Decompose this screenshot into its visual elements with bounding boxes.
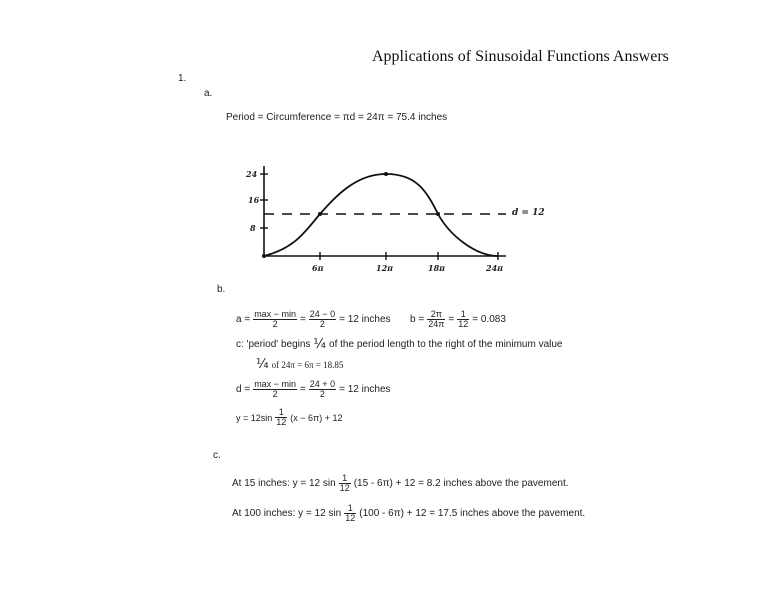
line1-prefix: At 15 inches: y = 12 sin (232, 478, 336, 490)
a-result: = 12 inches (339, 314, 391, 326)
y-frac-den: 12 (276, 417, 287, 428)
point-6pi (318, 212, 322, 216)
x-label-6pi: 6π (312, 263, 324, 273)
a-equals: = (299, 314, 306, 326)
a-fraction-2 (309, 310, 336, 330)
b-result: = 0.083 (472, 314, 506, 326)
phase-shift-line (236, 337, 563, 352)
amplitude-line (236, 310, 391, 330)
b-fraction-1 (427, 310, 445, 330)
period-text: Period = Circumference = πd = 24π = 75.4 inches (226, 112, 448, 123)
y-label-8: 8 (250, 223, 256, 233)
sinusoid-graph (236, 160, 566, 280)
x-label-18pi: 18π (428, 263, 445, 273)
y-label-24: 24 (246, 169, 258, 179)
b-frac1-den: 24π (428, 319, 445, 330)
d-fraction-2 (309, 380, 336, 400)
c-line-text: c: 'period' begins (236, 339, 311, 350)
line1-frac-den: 12 (339, 483, 350, 494)
x-label-24pi: 24π (486, 263, 503, 273)
a-prefix: a = (236, 314, 251, 326)
line2-rest: (100 - 6π) + 12 = 17.5 inches above the pavement. (359, 508, 586, 520)
b-frac1-num: 2π (427, 310, 445, 320)
d-result: = 12 inches (339, 384, 391, 396)
line1-rest: (15 - 6π) + 12 = 8.2 inches above the pavement. (353, 478, 569, 490)
a-frac1-den: 2 (272, 319, 278, 330)
part-c-label: c. (213, 450, 221, 461)
part-b-label: b. (217, 284, 226, 295)
a-fraction-1 (253, 310, 297, 330)
y-fraction (275, 408, 287, 428)
line1-fraction (339, 474, 351, 494)
y-prefix: y = 12sin (236, 412, 273, 423)
midline-label: d = 12 (512, 208, 545, 218)
b-value-line (410, 310, 506, 330)
line2-fraction (344, 504, 356, 524)
y-frac-num: 1 (275, 408, 287, 418)
b-frac2-den: 12 (458, 319, 469, 330)
point-18pi (436, 212, 440, 216)
d-frac1-den: 2 (272, 389, 278, 400)
d-frac2-num: 24 + 0 (309, 379, 336, 389)
d-frac1-num: max − min (254, 379, 296, 389)
sinusoid-curve (264, 174, 498, 256)
a-frac2-den: 2 (319, 319, 325, 330)
b-frac2-num: 1 (457, 310, 469, 320)
line1-frac-num: 1 (339, 474, 351, 484)
problem-number: 1. (178, 73, 187, 84)
y-label-16: 16 (248, 195, 260, 205)
d-prefix: d = (236, 384, 251, 396)
b-fraction-2 (457, 310, 469, 330)
d-frac2-den: 2 (319, 389, 325, 400)
d-fraction-1 (253, 380, 297, 400)
y-rest: (x − 6π) + 12 (290, 412, 343, 423)
a-frac1-num: max − min (254, 309, 296, 319)
c-line-rest: of the period length to the right of the minimum value (329, 339, 563, 350)
point-origin (262, 254, 266, 258)
answer-100-inches (232, 504, 585, 524)
point-max (384, 172, 388, 176)
phase-calc-line (256, 357, 343, 372)
quarter-fraction-2: ¼ (256, 357, 269, 372)
part-a-label: a. (204, 88, 213, 99)
b-equals: = (448, 314, 455, 326)
a-frac2-num: 24 − 0 (309, 309, 336, 319)
vertical-shift-line (236, 380, 391, 400)
page-title: Applications of Sinusoidal Functions Answers (372, 48, 669, 65)
line2-prefix: At 100 inches: y = 12 sin (232, 508, 342, 520)
equation-line (236, 408, 343, 428)
c-calc: of 24π = 6π = 18.85 (271, 359, 344, 370)
b-prefix: b = (410, 314, 425, 326)
line2-frac-num: 1 (344, 504, 356, 514)
d-equals: = (299, 384, 306, 396)
answer-15-inches (232, 474, 569, 494)
line2-frac-den: 12 (345, 513, 356, 524)
quarter-fraction: ¼ (313, 337, 327, 352)
x-label-12pi: 12π (376, 263, 393, 273)
